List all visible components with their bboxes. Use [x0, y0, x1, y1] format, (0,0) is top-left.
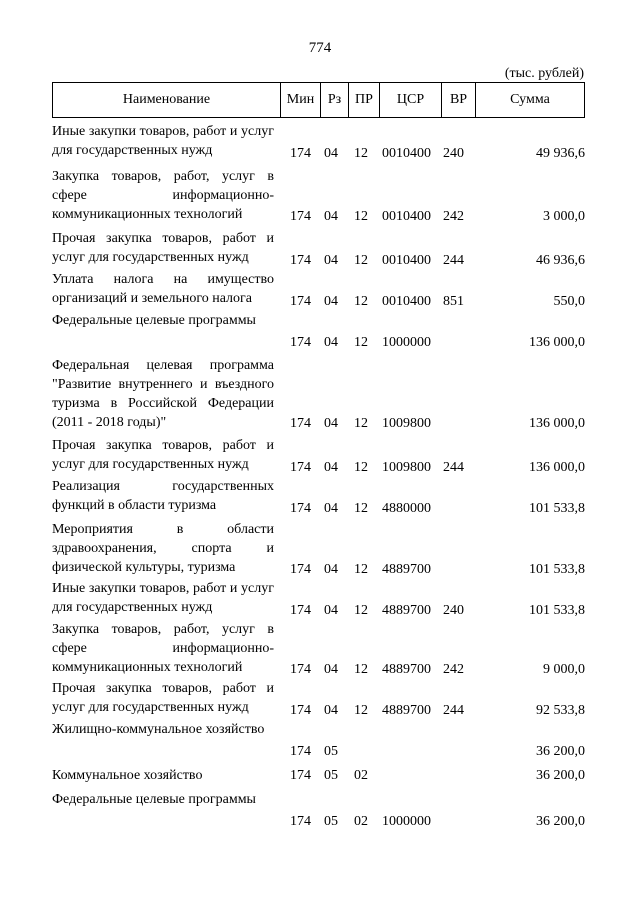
table-row — [52, 579, 585, 620]
table-row — [52, 311, 585, 352]
table-body — [52, 122, 585, 831]
row-name: Прочая закупка товаров, работ и услуг для государственных нужд — [52, 438, 274, 472]
row-name: Иные закупки товаров, работ и услуг для государственных нужд — [52, 581, 274, 615]
table-row — [52, 720, 585, 761]
row-vr: 240 — [443, 603, 464, 618]
row-name: Коммунальное хозяйство — [52, 768, 203, 783]
row-name: Уплата налога на имущество организаций и земельного налога — [52, 272, 274, 306]
row-pr: 12 — [354, 501, 368, 516]
row-csr: 4889700 — [382, 603, 431, 618]
table-row — [52, 229, 585, 270]
row-min: 174 — [290, 562, 311, 577]
row-pr: 12 — [354, 253, 368, 268]
row-min: 174 — [290, 703, 311, 718]
table-row — [52, 679, 585, 720]
table-row — [52, 766, 585, 785]
row-min: 174 — [290, 209, 311, 224]
row-sum: 136 000,0 — [529, 416, 585, 431]
row-rz: 04 — [324, 253, 338, 268]
row-min: 174 — [290, 662, 311, 677]
header-rz: Рз — [320, 83, 348, 117]
row-sum: 136 000,0 — [529, 460, 585, 475]
row-pr: 12 — [354, 209, 368, 224]
row-name: Закупка товаров, работ, услуг в сфере информационно-коммуникационных технологий — [52, 622, 274, 675]
row-sum: 136 000,0 — [529, 335, 585, 350]
row-vr: 244 — [443, 703, 464, 718]
row-min: 174 — [290, 744, 311, 759]
row-name: Прочая закупка товаров, работ и услуг для государственных нужд — [52, 681, 274, 715]
row-vr: 242 — [443, 209, 464, 224]
row-rz: 04 — [324, 562, 338, 577]
row-pr: 12 — [354, 294, 368, 309]
row-pr: 12 — [354, 416, 368, 431]
row-sum: 49 936,6 — [536, 146, 585, 161]
row-sum: 550,0 — [553, 294, 585, 309]
table-row — [52, 356, 585, 433]
row-sum: 101 533,8 — [529, 562, 585, 577]
row-sum: 101 533,8 — [529, 603, 585, 618]
row-csr: 1009800 — [382, 416, 431, 431]
row-csr: 4889700 — [382, 662, 431, 677]
table-row — [52, 520, 585, 579]
row-pr: 12 — [354, 662, 368, 677]
row-min: 174 — [290, 294, 311, 309]
row-min: 174 — [290, 814, 311, 829]
row-csr: 4880000 — [382, 501, 431, 516]
row-sum: 101 533,8 — [529, 501, 585, 516]
row-csr: 1000000 — [382, 814, 431, 829]
row-rz: 04 — [324, 416, 338, 431]
row-sum: 36 200,0 — [536, 768, 585, 783]
row-csr: 4889700 — [382, 562, 431, 577]
row-rz: 04 — [324, 662, 338, 677]
row-pr: 12 — [354, 460, 368, 475]
row-sum: 46 936,6 — [536, 253, 585, 268]
header-csr: ЦСР — [379, 83, 441, 117]
row-name: Реализация государственных функций в области туризма — [52, 479, 274, 513]
row-name: Мероприятия в области здравоохранения, спорта и физической культуры, туризма — [52, 522, 274, 575]
row-pr: 12 — [354, 146, 368, 161]
row-name: Федеральные целевые программы — [52, 313, 256, 328]
row-min: 174 — [290, 416, 311, 431]
row-vr: 851 — [443, 294, 464, 309]
row-rz: 04 — [324, 146, 338, 161]
row-rz: 04 — [324, 294, 338, 309]
row-pr: 12 — [354, 703, 368, 718]
row-rz: 04 — [324, 501, 338, 516]
row-name: Жилищно-коммунальное хозяйство — [52, 722, 265, 737]
row-min: 174 — [290, 335, 311, 350]
row-sum: 9 000,0 — [543, 662, 585, 677]
row-csr: 0010400 — [382, 294, 431, 309]
row-csr: 0010400 — [382, 146, 431, 161]
row-rz: 04 — [324, 335, 338, 350]
row-csr: 1009800 — [382, 460, 431, 475]
table-row — [52, 122, 585, 163]
row-min: 174 — [290, 146, 311, 161]
row-csr: 1000000 — [382, 335, 431, 350]
row-csr: 4889700 — [382, 703, 431, 718]
row-csr: 0010400 — [382, 209, 431, 224]
row-name: Прочая закупка товаров, работ и услуг для государственных нужд — [52, 231, 274, 265]
row-name: Федеральная целевая программа "Развитие внутреннего и въездного туризма в Российской Федерации (2011 - 2018 годы)" — [52, 358, 274, 430]
table-row — [52, 620, 585, 679]
table-row — [52, 436, 585, 477]
row-pr: 12 — [354, 603, 368, 618]
row-rz: 05 — [324, 768, 338, 783]
row-pr: 12 — [354, 562, 368, 577]
row-name: Иные закупки товаров, работ и услуг для государственных нужд — [52, 124, 274, 158]
table-row — [52, 270, 585, 311]
page-number: 774 — [308, 40, 332, 56]
row-vr: 242 — [443, 662, 464, 677]
row-csr: 0010400 — [382, 253, 431, 268]
row-rz: 04 — [324, 603, 338, 618]
row-sum: 92 533,8 — [536, 703, 585, 718]
row-rz: 04 — [324, 209, 338, 224]
table-header — [52, 82, 585, 118]
row-pr: 02 — [354, 768, 368, 783]
row-vr: 244 — [443, 460, 464, 475]
header-min: Мин — [280, 83, 320, 117]
row-min: 174 — [290, 603, 311, 618]
table-row — [52, 477, 585, 518]
table-row — [52, 790, 585, 831]
row-name: Закупка товаров, работ, услуг в сфере информационно-коммуникационных технологий — [52, 169, 274, 222]
row-name: Федеральные целевые программы — [52, 792, 256, 807]
row-min: 174 — [290, 501, 311, 516]
row-vr: 244 — [443, 253, 464, 268]
row-pr: 02 — [354, 814, 368, 829]
row-sum: 3 000,0 — [543, 209, 585, 224]
row-sum: 36 200,0 — [536, 744, 585, 759]
row-pr: 12 — [354, 335, 368, 350]
row-rz: 04 — [324, 703, 338, 718]
units-label: (тыс. рублей) — [504, 66, 584, 81]
row-min: 174 — [290, 253, 311, 268]
row-min: 174 — [290, 768, 311, 783]
header-pr: ПР — [348, 83, 379, 117]
table-row — [52, 167, 585, 226]
row-sum: 36 200,0 — [536, 814, 585, 829]
row-rz: 05 — [324, 814, 338, 829]
row-rz: 04 — [324, 460, 338, 475]
header-vr: ВР — [441, 83, 475, 117]
row-vr: 240 — [443, 146, 464, 161]
header-name: Наименование — [122, 92, 211, 107]
row-min: 174 — [290, 460, 311, 475]
row-rz: 05 — [324, 744, 338, 759]
header-sum: Сумма — [475, 83, 584, 117]
